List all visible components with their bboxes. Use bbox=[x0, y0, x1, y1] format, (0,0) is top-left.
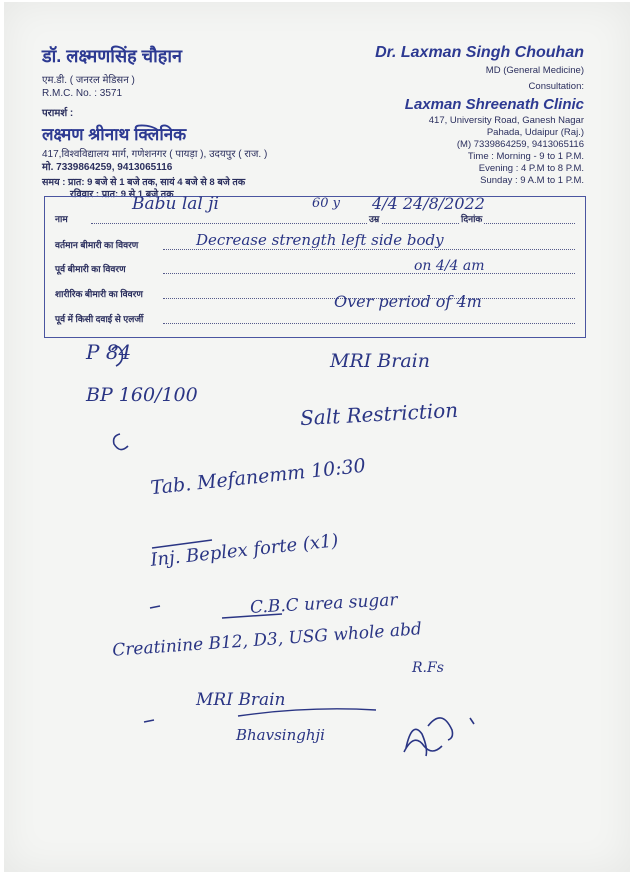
hw-mri-brain-top: MRI Brain bbox=[330, 350, 430, 372]
underline-mri bbox=[238, 709, 376, 716]
hw-lab-creatinine: Creatinine B12, D3, USG whole abd bbox=[111, 619, 423, 661]
degree-english: MD (General Medicine) bbox=[485, 65, 584, 76]
strike-line-rx bbox=[152, 540, 212, 548]
bp-tick-mark bbox=[114, 434, 128, 450]
hw-bp: BP 160/100 bbox=[86, 384, 198, 406]
current-illness-label: वर्तमान बीमारी का विवरण bbox=[55, 240, 139, 250]
degree-hindi: एम.डी. ( जनरल मेडिसन ) bbox=[42, 75, 135, 86]
hw-age: 60 y bbox=[312, 196, 341, 211]
signature-lower bbox=[404, 740, 442, 752]
hw-date: 4/4 24/8/2022 bbox=[372, 194, 485, 213]
time-evening: Evening : 4 P.M to 8 P.M. bbox=[478, 163, 584, 174]
physical-illness-label: शारीरिक बीमारी का विवरण bbox=[55, 289, 143, 299]
sunday-timing-hindi: रविवार : प्रात: 9 से 1 बजे तक bbox=[70, 189, 174, 200]
rmc-number: R.M.C. No. : 3571 bbox=[42, 88, 123, 99]
dash-mark-2 bbox=[150, 606, 160, 608]
hw-past-illness: on 4/4 am bbox=[414, 258, 485, 274]
hw-lab-rfs: R.Fs bbox=[412, 660, 444, 676]
hw-mri-brain-bottom: MRI Brain bbox=[196, 690, 286, 710]
pulse-scribble bbox=[112, 346, 122, 366]
hw-lab-cbc: C.B.C urea sugar bbox=[249, 590, 399, 618]
doctor-name-hindi: डॉ. लक्ष्मणसिंह चौहान bbox=[42, 46, 182, 66]
clinic-name-english: Laxman Shreenath Clinic bbox=[404, 96, 584, 113]
allergy-label: पूर्व में किसी दवाई से एलर्जी bbox=[55, 314, 144, 324]
hw-rx-tablet: Tab. Mefanemm 10:30 bbox=[149, 454, 367, 500]
hw-rx-injection: Inj. Beplex forte (x1) bbox=[149, 530, 340, 571]
timing-hindi: समय : प्रात: 9 बजे से 1 बजे तक, सायं 4 बजे से 8 बजे तक bbox=[42, 177, 246, 188]
consult-label-hindi: परामर्श : bbox=[42, 108, 74, 119]
address-line-1: 417, University Road, Ganesh Nagar bbox=[428, 115, 584, 126]
phone-english: (M) 7339864259, 9413065116 bbox=[456, 139, 584, 150]
hw-current-illness: Decrease strength left side body bbox=[196, 231, 444, 249]
name-label: नाम bbox=[55, 214, 68, 224]
address-line-2: Pahada, Udaipur (Raj.) bbox=[486, 127, 584, 138]
phone-hindi: मो. 7339864259, 9413065116 bbox=[42, 162, 173, 173]
hw-pulse: P 84 bbox=[86, 340, 132, 364]
hw-salt-restriction: Salt Restriction bbox=[299, 397, 459, 431]
time-sunday: Sunday : 9 A.M to 1 P.M. bbox=[480, 175, 584, 186]
strike-line-lab bbox=[222, 614, 282, 618]
hw-note: Bhavsinghji bbox=[236, 726, 325, 744]
time-morning: Time : Morning - 9 to 1 P.M. bbox=[467, 151, 584, 162]
dash-mark bbox=[144, 720, 154, 722]
clinic-name-hindi: लक्ष्मण श्रीनाथ क्लिनिक bbox=[42, 125, 187, 144]
hw-patient-name: Babu lal ji bbox=[132, 194, 219, 214]
hw-physical-illness: Over period of 4m bbox=[334, 292, 482, 311]
past-illness-label: पूर्व बीमारी का विवरण bbox=[55, 264, 126, 274]
consult-label-english: Consultation: bbox=[528, 81, 584, 92]
address-hindi: 417,विश्वविद्यालय मार्ग, गणेशनगर ( पायड़ा ), उदयपुर ( राज. ) bbox=[42, 149, 268, 160]
date-label: दिनांक bbox=[461, 214, 483, 224]
age-label: उम्र bbox=[369, 214, 380, 224]
doctor-name-english: Dr. Laxman Singh Chouhan bbox=[375, 44, 584, 61]
signature-primary bbox=[406, 718, 474, 756]
